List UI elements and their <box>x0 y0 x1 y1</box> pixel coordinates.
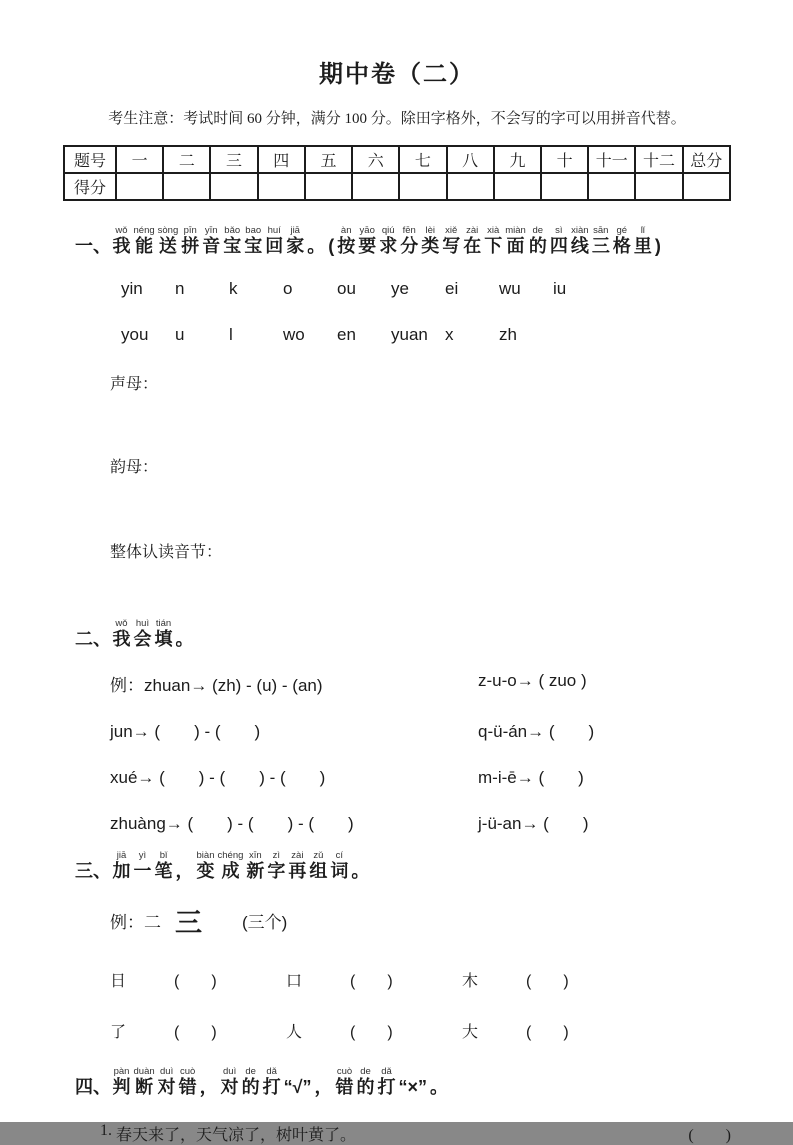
s3-cell <box>110 968 286 991</box>
s2-item-left: jun→ ( ) - ( ) <box>110 721 261 741</box>
score-table-header-row <box>64 146 730 173</box>
section2-rows <box>63 671 731 834</box>
pinyin-item: u <box>175 324 185 344</box>
pinyin-item: o <box>283 278 293 298</box>
pinyin-item: n <box>175 278 185 298</box>
section3-title-ruby: 加jiā一yì笔bǐ， 变biàn成chéng新xīn字zì再zài组zǔ词cí。 <box>112 849 370 881</box>
score-cell <box>163 173 210 200</box>
yunmu-label: 韵母： <box>110 458 159 476</box>
pinyin-item: wu <box>499 278 521 298</box>
s3-cell <box>286 1019 462 1042</box>
score-col-header: 十一 <box>588 146 635 173</box>
score-col-header: 三 <box>210 146 257 173</box>
score-col-header: 十 <box>541 146 588 173</box>
s4-item-blank: ( ) <box>688 1127 731 1145</box>
s4-item-text: 春天来了，天气凉了，树叶黄了。 <box>116 1127 357 1145</box>
s3-blank: ( ) <box>526 1024 569 1042</box>
score-cell <box>494 173 541 200</box>
pinyin-item: zh <box>499 324 517 344</box>
s3-example-answer: 三 <box>175 908 202 939</box>
s3-char: 大 <box>462 1024 479 1042</box>
s3-cell <box>286 968 462 991</box>
s3-blank: ( ) <box>526 973 569 991</box>
section4-title-ruby: 判pàn断duàn对duì错cuò， 对duì的de打dǎ“√” ， 错cuò的de打dǎ“×” 。 <box>112 1066 449 1098</box>
score-cell <box>210 173 257 200</box>
section1-title-ruby: 我wǒ能néng送sòng拼pīn音yīn宝bǎo宝bao回huí家jiā。 ( 按àn要yāo求qiú分fēn类lèi写xiě在zài下xià面miàn的de四sì线xiàn三sān格gé里lǐ) <box>112 225 661 256</box>
score-cell <box>635 173 682 200</box>
pinyin-row-2 <box>121 325 731 345</box>
pinyin-item: wo <box>283 324 305 344</box>
score-table-score-row <box>64 173 730 200</box>
score-table-corner-label: 题号 <box>64 146 116 173</box>
score-col-header: 四 <box>258 146 305 173</box>
s3-char: 了 <box>110 1024 127 1042</box>
section2-heading <box>75 618 731 650</box>
section4-number: 四、 <box>75 1077 111 1098</box>
score-col-header: 一 <box>116 146 163 173</box>
score-col-header: 五 <box>305 146 352 173</box>
s2-example-left: 例：zhuan→ (zh) - (u) - (an) <box>110 675 323 695</box>
s3-char: 日 <box>110 973 127 991</box>
pinyin-item: ei <box>445 278 459 298</box>
s2-row <box>63 717 731 742</box>
s2-item-left: xué→ ( ) - ( ) - ( ) <box>110 767 326 787</box>
score-col-header: 十二 <box>635 146 682 173</box>
pinyin-row-1 <box>121 279 731 299</box>
s3-cell <box>462 1019 638 1042</box>
s2-item-right: m-i-ē→ ( ) <box>478 767 584 787</box>
pinyin-item: you <box>121 324 149 344</box>
pinyin-item: x <box>445 324 454 344</box>
s4-item <box>100 1122 731 1145</box>
s4-item-number: 1. <box>100 1122 112 1140</box>
s3-row <box>110 968 731 991</box>
score-cell <box>588 173 635 200</box>
s3-blank: ( ) <box>174 1024 217 1042</box>
s3-char: 人 <box>286 1024 303 1042</box>
pinyin-item: l <box>229 324 233 344</box>
s2-row <box>63 809 731 834</box>
zhengti-label: 整体认读音节： <box>110 543 223 561</box>
s3-blank: ( ) <box>350 973 393 991</box>
score-cell <box>399 173 446 200</box>
pinyin-item: en <box>337 324 356 344</box>
exam-notice: 考生注意：考试时间 60 分钟，满分 100 分。除田字格外，不会写的字可以用拼音代替。 <box>108 111 686 127</box>
s3-row <box>110 1019 731 1042</box>
pinyin-item: ye <box>391 278 409 298</box>
s2-example-right: z-u-o→ ( zuo ) <box>478 670 587 690</box>
pinyin-item: ou <box>337 278 356 298</box>
s2-item-right: j-ü-an→ ( ) <box>478 813 589 833</box>
shengmu-label: 声母： <box>110 375 159 393</box>
score-cell <box>447 173 494 200</box>
score-table <box>63 145 731 201</box>
s2-item-right: q-ü-án→ ( ) <box>478 721 595 741</box>
section2-title-ruby: 我wǒ会huì填tián。 <box>112 617 194 649</box>
s2-row <box>63 763 731 788</box>
score-col-header: 总分 <box>683 146 730 173</box>
score-col-header: 九 <box>494 146 541 173</box>
pinyin-item: iu <box>553 278 567 298</box>
s4-spacer <box>356 1122 688 1145</box>
pinyin-item: k <box>229 278 238 298</box>
s3-blank: ( ) <box>174 973 217 991</box>
score-col-header: 二 <box>163 146 210 173</box>
s3-cell <box>462 968 638 991</box>
section1-heading <box>75 225 731 257</box>
s3-char: 木 <box>462 973 479 991</box>
section4-heading <box>75 1066 731 1098</box>
s3-cell <box>110 1019 286 1042</box>
section3-heading <box>75 850 731 882</box>
score-cell <box>352 173 399 200</box>
score-col-header: 七 <box>399 146 446 173</box>
score-row-label: 得分 <box>64 173 116 200</box>
score-col-header: 八 <box>447 146 494 173</box>
score-col-header: 六 <box>352 146 399 173</box>
page-title: 期中卷（二） <box>319 61 475 88</box>
section2-number: 二、 <box>75 628 111 649</box>
s3-char: 口 <box>286 973 303 991</box>
pinyin-item: yuan <box>391 324 428 344</box>
score-cell <box>305 173 352 200</box>
score-cell <box>258 173 305 200</box>
s2-row-example <box>63 671 731 696</box>
score-cell <box>541 173 588 200</box>
s3-blank: ( ) <box>350 1024 393 1042</box>
score-cell <box>683 173 730 200</box>
s3-example-prefix: 例：二 <box>110 913 161 933</box>
section1-number: 一、 <box>75 236 111 256</box>
s3-example-suffix: (三个) <box>242 913 288 933</box>
pinyin-item: yin <box>121 278 143 298</box>
score-cell <box>116 173 163 200</box>
s3-example <box>110 901 731 940</box>
s2-item-left: zhuàng→ ( ) - ( ) - ( ) <box>110 813 354 833</box>
section3-number: 三、 <box>75 860 111 881</box>
